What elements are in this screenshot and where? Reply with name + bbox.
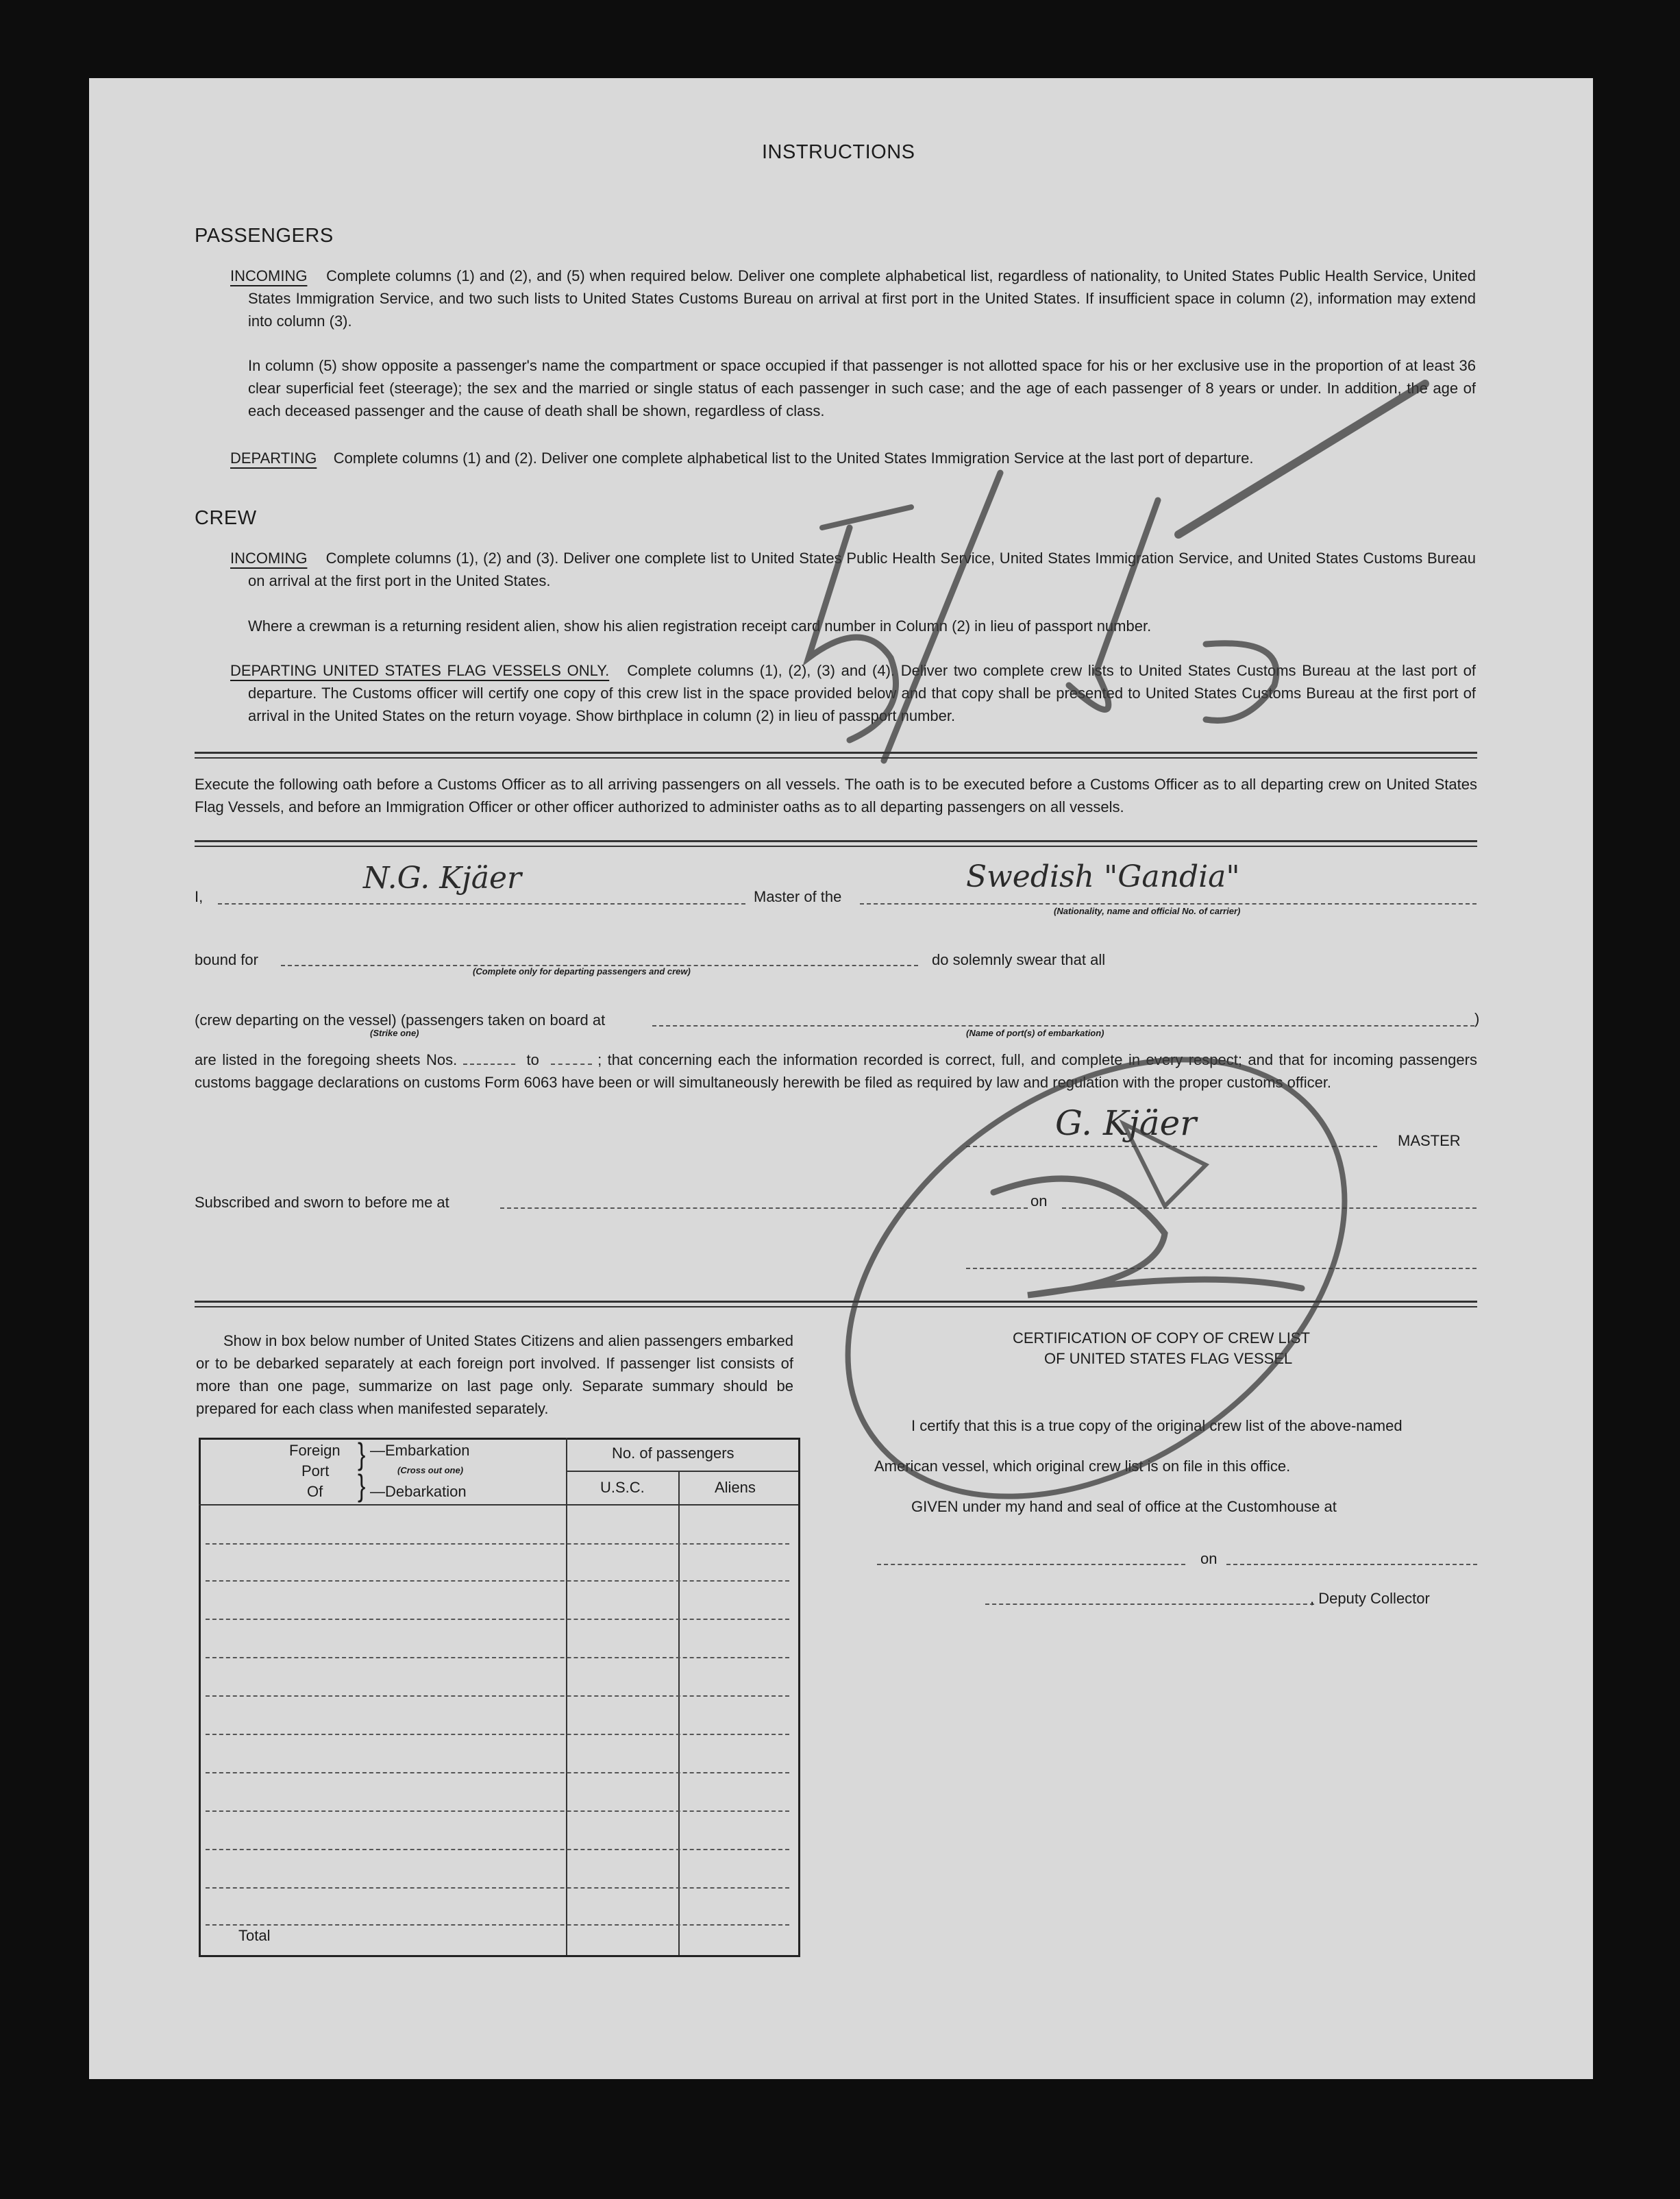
pencil-mark [1178, 384, 1425, 535]
debarkation-label: —Debarkation [370, 1483, 467, 1500]
summary-instructions: Show in box below number of United States Citizens and alien passengers embarked or to be debarked separately at each foreign port involved. If passenger list consists of more than one page, summarize on last page only. Separate summary should be prepared for each class when manifested separately. [196, 1332, 793, 1417]
crew-incoming-text: Complete columns (1), (2) and (3). Deliver one complete list to United States Public Health Service, United States Immigration Service, and United States Customs Bureau on arrival at the first port in the United States. [248, 550, 1476, 589]
deputy-collector-label: , Deputy Collector [1310, 1590, 1430, 1607]
vessel-handwritten: Swedish "Gandia" [966, 859, 1240, 894]
strike-caption: (Strike one) [370, 1028, 419, 1038]
swear-label: do solemnly swear that all [932, 951, 1106, 968]
usc-header: U.S.C. [600, 1479, 645, 1496]
passengers-departing-label: DEPARTING [230, 450, 317, 467]
oath-i-label: I, [195, 888, 203, 905]
vessel-caption: (Nationality, name and official No. of carrier) [1054, 906, 1241, 916]
crew-heading: CREW [195, 507, 257, 529]
pencil-mark [993, 1179, 1302, 1295]
listed-text: ; that concerning each the information recorded is correct, full, and complete in every respect; and that for incoming passengers customs baggage declarations on customs Form 6063 have been or will simultaneously herewith be filed as required by law and regulation with the proper customs officer. [195, 1051, 1477, 1091]
pencil-mark [808, 528, 896, 740]
of-label: Of [307, 1483, 323, 1500]
oath-on-label: on [1030, 1192, 1048, 1209]
listed-label: are listed in the foregoing sheets Nos. [195, 1051, 458, 1068]
crew-departing-text: Complete columns (1), (2), (3) and (4). Deliver two complete crew lists to United States Customs Bureau at the last port of departure. The Customs officer will certify one copy of this crew list in the space provided below and that copy shall be presented to United States Customs Bureau at the first port of arrival in the United States on the return voyage. Show birthplace in column (2) in lieu of passport number. [248, 662, 1476, 724]
cross-out-caption: (Cross out one) [397, 1465, 464, 1475]
master-label: MASTER [1398, 1132, 1461, 1149]
no-of-passengers-label: No. of passengers [612, 1445, 734, 1462]
certification-heading-2: OF UNITED STATES FLAG VESSEL [1044, 1350, 1293, 1367]
certification-on-label: on [1200, 1550, 1218, 1567]
crew-departing-label: DEPARTING UNITED STATES FLAG VESSELS ONLY. [230, 662, 610, 679]
crew-departing-label: (crew departing on the vessel) (passengers taken on board at [195, 1011, 606, 1029]
pencil-mark [1069, 500, 1158, 710]
port-label: Port [301, 1462, 330, 1479]
total-label: Total [238, 1927, 271, 1944]
pencil-mark [1206, 643, 1276, 721]
given-text: GIVEN under my hand and seal of office at the Customhouse at [911, 1498, 1337, 1515]
port-caption: (Name of port(s) of embarkation) [966, 1028, 1104, 1038]
to-label: to [526, 1051, 539, 1068]
certify-line-2: American vessel, which original crew list is on file in this office. [874, 1458, 1291, 1475]
aliens-header: Aliens [715, 1479, 756, 1496]
certify-line-1: I certify that this is a true copy of the original crew list of the above-named [911, 1417, 1403, 1434]
master-signature: G. Kjäer [1055, 1103, 1197, 1143]
crew-incoming-label: INCOMING [230, 550, 308, 567]
foreign-label: Foreign [289, 1442, 341, 1459]
embarkation-label: —Embarkation [370, 1442, 470, 1459]
passengers-departing-text: Complete columns (1) and (2). Deliver one complete alphabetical list to the United States Immigration Service at the last port of departure. [333, 450, 1254, 467]
brace-icon: } [358, 1438, 366, 1472]
bound-for-label: bound for [195, 951, 258, 968]
crew-resident-text: Where a crewman is a returning resident alien, show his alien registration receipt card number in Column (2) in lieu of passport number. [248, 617, 1152, 635]
certification-heading-1: CERTIFICATION OF COPY OF CREW LIST [1013, 1329, 1310, 1347]
bound-caption: (Complete only for departing passengers and crew) [473, 966, 691, 976]
pencil-mark [1124, 1124, 1206, 1206]
brace-icon: } [358, 1469, 366, 1503]
pencil-mark [822, 507, 911, 528]
pencil-circle [765, 969, 1426, 1586]
close-paren: ) [1474, 1010, 1480, 1027]
passengers-heading: PASSENGERS [195, 225, 334, 247]
page-title: INSTRUCTIONS [762, 141, 915, 163]
passengers-incoming-text: Complete columns (1) and (2), and (5) when required below. Deliver one complete alphabetical list, regardless of nationality, to United States Public Health Service, United States Immigration Service, and two such lists to United States Customs Bureau on arrival at first port in the United States. If insufficient space in column (2), information may extend into column (3). [248, 267, 1476, 330]
passengers-incoming-label: INCOMING [230, 267, 308, 284]
master-name-handwritten: N.G. Kjäer [363, 861, 522, 896]
master-of-label: Master of the [754, 888, 842, 905]
subscribed-label: Subscribed and sworn to before me at [195, 1194, 449, 1211]
pencil-mark [884, 473, 1000, 761]
passengers-column5-text: In column (5) show opposite a passenger's name the compartment or space occupied if that passenger is not allotted space for his or her exclusive use in the proportion of at least 36 clear superficial feet (steerage); the sex and the married or single status of each passenger in such case; and the age of each passenger of 8 years or under. In addition, the age of each deceased passenger and the cause of death shall be shown, regardless of class. [248, 357, 1476, 419]
oath-intro: Execute the following oath before a Customs Officer as to all arriving passengers on all vessels. The oath is to be executed before a Customs Officer as to all departing crew on United States Flag Vessels, and before an Immigration Officer or other officer authorized to administer oaths as to all departing passengers on all vessels. [195, 776, 1477, 815]
